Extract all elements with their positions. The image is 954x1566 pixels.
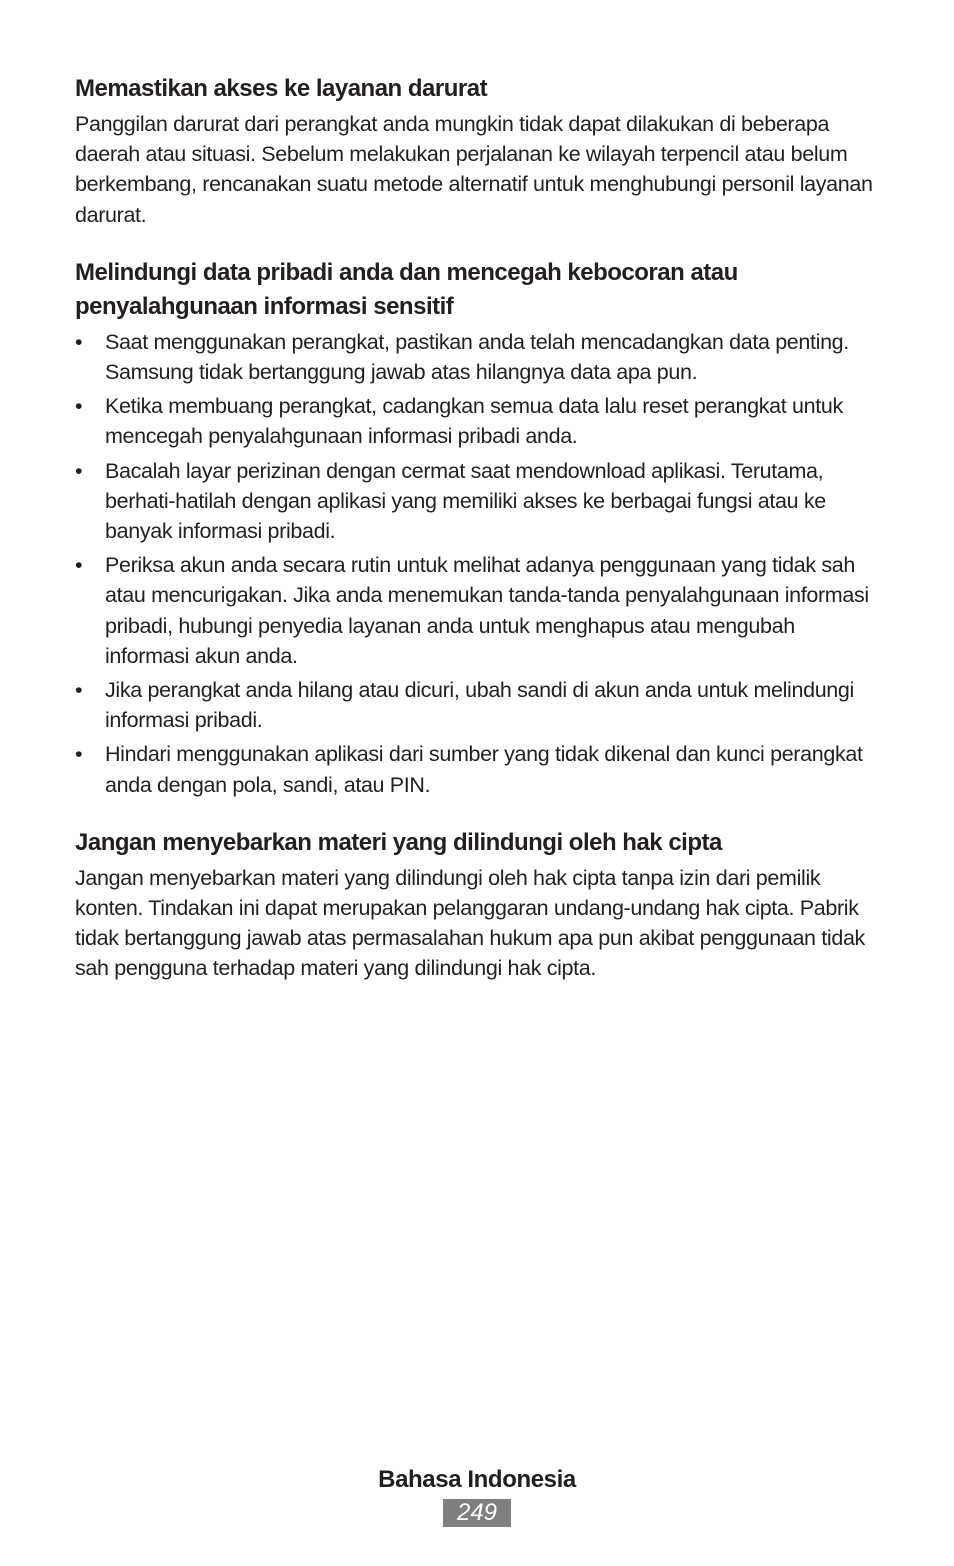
- list-item: [75, 391, 875, 451]
- list-item: [75, 456, 875, 547]
- section-emergency-access: [75, 72, 875, 230]
- list-item-text: Periksa akun anda secara rutin untuk melihat adanya penggunaan yang tidak sah atau mencurigakan. Jika anda menemukan tanda-tanda penyalahgunaan informasi pribadi, hubungi penyedia layanan anda untuk menghapus atau mengubah informasi akun anda.: [105, 553, 869, 668]
- section-heading: Jangan menyebarkan materi yang dilindungi oleh hak cipta: [75, 828, 722, 856]
- bullet-icon: •: [75, 678, 83, 703]
- page-footer: [0, 1463, 954, 1527]
- section-paragraph: Jangan menyebarkan materi yang dilindungi oleh hak cipta tanpa izin dari pemilik konten. Tindakan ini dapat merupakan pelanggaran undang-undang hak cipta. Pabrik tidak bertanggung jawab atas permasalahan hukum apa pun akibat penggunaan tidak sah pengguna terhadap materi yang dilindungi hak cipta.: [75, 865, 865, 981]
- list-item-text: Jika perangkat anda hilang atau dicuri, ubah sandi di akun anda untuk melindungi informasi pribadi.: [105, 678, 854, 733]
- bullet-list: [75, 327, 875, 800]
- bullet-icon: •: [75, 394, 83, 419]
- section-paragraph: Panggilan darurat dari perangkat anda mungkin tidak dapat dilakukan di beberapa daerah atau situasi. Sebelum melakukan perjalanan ke wilayah terpencil atau belum berkembang, rencanakan suatu metode alternatif untuk menghubungi personil layanan darurat.: [75, 112, 873, 227]
- list-item-text: Ketika membuang perangkat, cadangkan semua data lalu reset perangkat untuk mencegah penyalahgunaan informasi pribadi anda.: [105, 394, 843, 449]
- list-item: [75, 739, 875, 799]
- section-heading: Melindungi data pribadi anda dan mencegah kebocoran atau penyalahgunaan informasi sensitif: [75, 258, 738, 320]
- list-item: [75, 675, 875, 735]
- page-number-badge: 249: [443, 1499, 511, 1527]
- footer-language-label: Bahasa Indonesia: [378, 1466, 576, 1493]
- list-item: [75, 550, 875, 671]
- section-heading: Memastikan akses ke layanan darurat: [75, 75, 488, 102]
- bullet-icon: •: [75, 553, 83, 578]
- list-item: [75, 327, 875, 387]
- section-copyright: [75, 826, 875, 984]
- document-body: [75, 72, 875, 984]
- list-item-text: Hindari menggunakan aplikasi dari sumber yang tidak dikenal dan kunci perangkat anda dengan pola, sandi, atau PIN.: [105, 742, 863, 797]
- bullet-icon: •: [75, 458, 83, 483]
- bullet-icon: •: [75, 742, 83, 767]
- section-data-protection: [75, 256, 875, 800]
- list-item-text: Saat menggunakan perangkat, pastikan anda telah mencadangkan data penting. Samsung tidak bertanggung jawab atas hilangnya data apa pun.: [105, 329, 849, 385]
- bullet-icon: •: [75, 329, 83, 354]
- list-item-text: Bacalah layar perizinan dengan cermat saat mendownload aplikasi. Terutama, berhati-hatilah dengan aplikasi yang memiliki akses ke berbagai fungsi atau ke banyak informasi pribadi.: [105, 458, 826, 544]
